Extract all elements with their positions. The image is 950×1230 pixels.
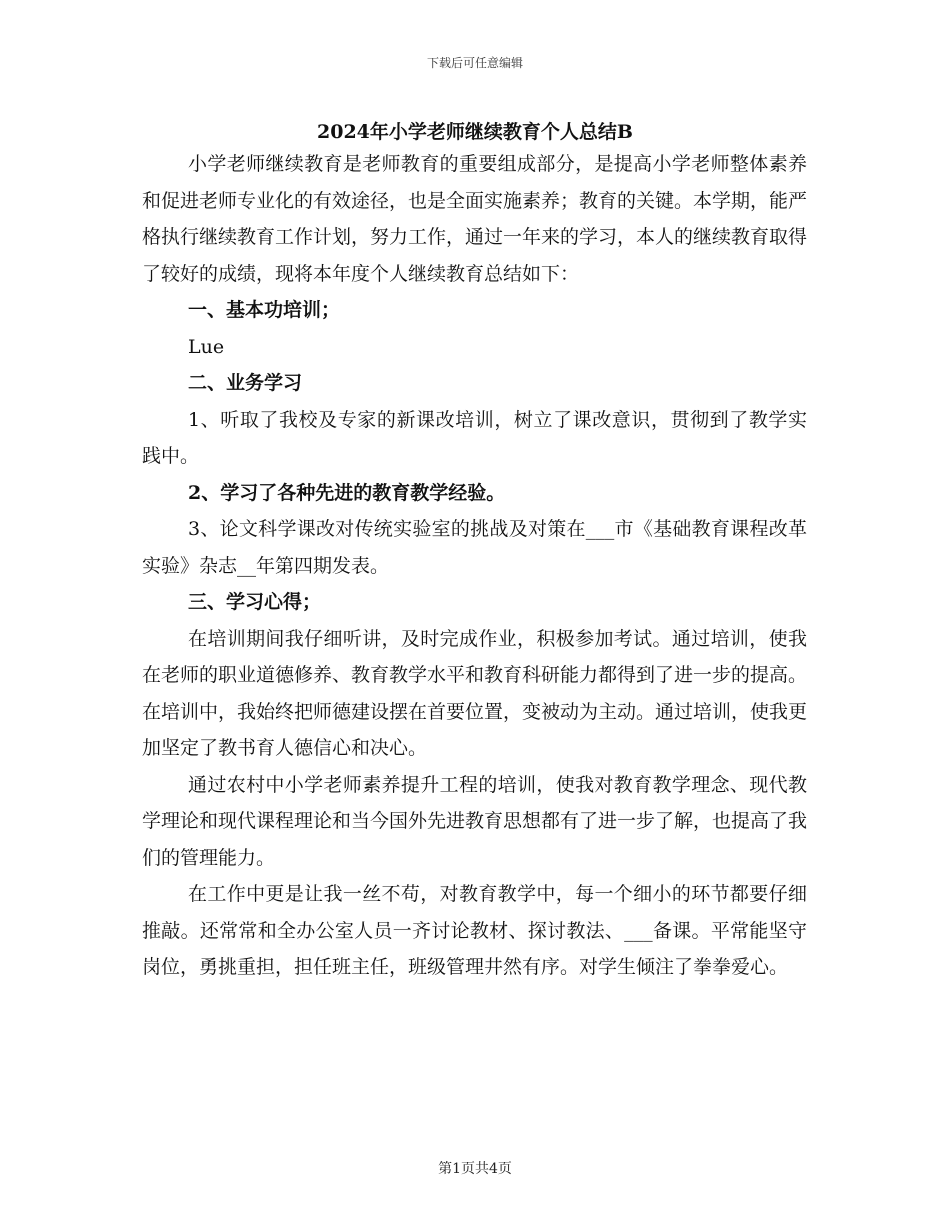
section-heading-business-study: 二、业务学习 — [188, 372, 303, 394]
intro-paragraph: 小学老师继续教育是老师教育的重要组成部分，是提高小学老师整体素养和促进老师专业化的有效途径，也是全面实施素养；教育的关键。本学期，能严格执行继续教育工作计划，努力工作，通过一年来的学习，本人的继续教育取得了较好的成绩，现将本年度个人继续教育总结如下： — [142, 153, 808, 285]
page-header: 下载后可任意编辑 — [426, 56, 523, 70]
list-item-2: 2、学习了各种先进的教育教学经验。 — [188, 481, 506, 504]
body-paragraph: Lue — [188, 335, 225, 358]
body-paragraph: 在培训期间我仔细听讲，及时完成作业，积极参加考试。通过培训，使我在老师的职业道德修养、教育教学水平和教育科研能力都得到了进一步的提高。在培训中，我始终把师德建设摆在首要位置，变被动为主动。通过培训，使我更加坚定了教书育人德信心和决心。 — [142, 627, 808, 759]
section-heading-learning-experience: 三、学习心得； — [188, 591, 322, 613]
body-paragraph: 在工作中更是让我一丝不苟，对教育教学中，每一个细小的环节都要仔细推敲。还常常和全办公室人员一齐讨论教材、探讨教法、___备课。平常能坚守岗位，勇挑重担，担任班主任，班级管理井然有序。对学生倾注了拳拳爱心。 — [142, 883, 807, 978]
body-paragraph: 通过农村中小学老师素养提升工程的培训，使我对教育教学理念、现代教学理论和现代课程理论和当今国外先进教育思想都有了进一步了解，也提高了我们的管理能力。 — [142, 773, 808, 869]
section-heading-basic-skills: 一、基本功培训； — [188, 299, 341, 321]
page-footer: 第1页共4页 — [438, 1161, 512, 1177]
list-item-3: 3、论文科学课改对传统实验室的挑战及对策在___市《基础教育课程改革实验》杂志__年第四期发表。 — [142, 518, 807, 577]
list-item-1: 1、听取了我校及专家的新课改培训，树立了课改意识，贯彻到了教学实践中。 — [142, 408, 807, 467]
document-title: 2024年小学老师继续教育个人总结B — [317, 121, 633, 143]
document-body — [142, 146, 807, 986]
